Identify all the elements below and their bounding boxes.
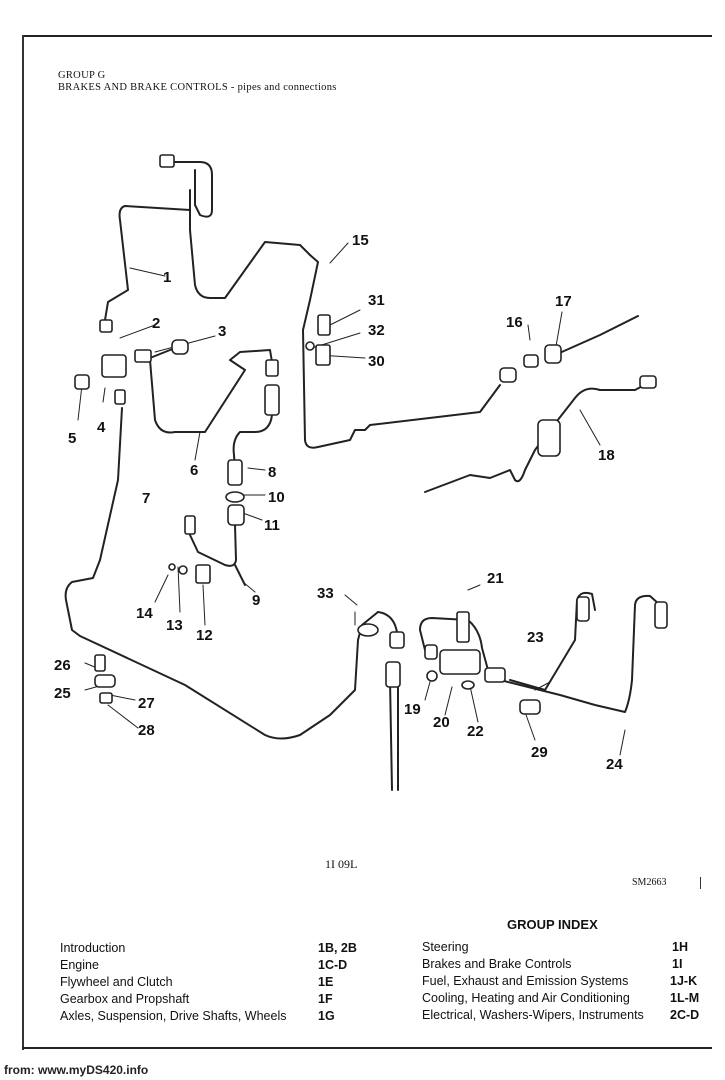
source-footer: from: www.myDS420.info <box>4 1063 149 1077</box>
page-border-bottom <box>22 1047 712 1049</box>
hose-18-front <box>640 376 656 388</box>
callout-8: 8 <box>268 464 277 481</box>
screw-14 <box>169 564 175 570</box>
union-4b <box>115 390 125 404</box>
bolt-26 <box>95 655 105 671</box>
washer-10 <box>226 492 244 502</box>
union-3 <box>172 340 188 354</box>
union-17 <box>545 345 561 363</box>
callout-15: 15 <box>352 232 369 249</box>
group-index-title: GROUP INDEX <box>507 917 598 932</box>
bolt-2 <box>100 320 112 332</box>
callout-27: 27 <box>138 695 155 712</box>
callout-28: 28 <box>138 722 155 739</box>
callout-30: 30 <box>368 353 385 370</box>
index-label[interactable]: Gearbox and Propshaft <box>60 992 190 1006</box>
union-24 <box>655 602 667 628</box>
callout-1: 1 <box>163 269 172 286</box>
union-fitting-top <box>160 155 174 167</box>
callout-33: 33 <box>317 585 334 602</box>
bracket-29 <box>520 700 540 714</box>
union-20a <box>425 645 437 659</box>
callout-18: 18 <box>598 447 615 464</box>
callout-22: 22 <box>467 723 484 740</box>
callout-21: 21 <box>487 570 504 587</box>
pipe-17 <box>555 316 638 355</box>
pipe-7 <box>66 408 378 739</box>
index-label[interactable]: Steering <box>422 940 469 954</box>
washer-13 <box>179 566 187 574</box>
nut-19 <box>427 671 437 681</box>
callout-16: 16 <box>506 314 523 331</box>
union-3a <box>135 350 151 362</box>
callout-11: 11 <box>264 517 280 534</box>
callout-17: 17 <box>555 293 572 310</box>
union-6 <box>266 360 278 376</box>
divider-mark <box>700 877 701 889</box>
callout-2: 2 <box>152 315 161 332</box>
nut-28 <box>100 693 112 703</box>
pipe-9 <box>190 525 236 566</box>
page-title: BRAKES AND BRAKE CONTROLS - pipes and connections <box>58 82 337 93</box>
union-23 <box>577 597 589 621</box>
index-label[interactable]: Introduction <box>60 941 126 955</box>
bracket-12 <box>196 565 210 583</box>
callout-13: 13 <box>166 617 183 634</box>
hose-8-end <box>228 460 242 485</box>
index-code: 1B, 2B <box>318 941 357 955</box>
bracket-25 <box>95 675 115 687</box>
index-label[interactable]: Engine <box>60 958 99 972</box>
index-label[interactable]: Electrical, Washers-Wipers, Instruments <box>422 1008 644 1022</box>
bracket-31 <box>318 315 330 335</box>
callout-5: 5 <box>68 430 77 447</box>
callout-14: 14 <box>136 605 153 622</box>
callout-25: 25 <box>54 685 71 702</box>
callout-23: 23 <box>527 629 544 646</box>
callout-6: 6 <box>190 462 199 479</box>
drawing-reference: SM2663 <box>632 877 667 888</box>
index-label[interactable]: Fuel, Exhaust and Emission Systems <box>422 974 629 988</box>
callout-31: 31 <box>368 292 385 309</box>
callout-7: 7 <box>142 490 151 507</box>
four-way-connector-4 <box>102 355 126 377</box>
bolt-21 <box>457 612 469 642</box>
callout-4: 4 <box>97 419 106 436</box>
index-label[interactable]: Cooling, Heating and Air Conditioning <box>422 991 630 1005</box>
callout-3: 3 <box>218 323 227 340</box>
pipe-15-a <box>190 190 310 298</box>
union-15-end <box>500 368 516 382</box>
index-code: 2C-D <box>670 1008 700 1022</box>
pipe-6 <box>150 350 272 433</box>
index-code: 1E <box>318 975 334 989</box>
index-label[interactable]: Flywheel and Clutch <box>60 975 173 989</box>
callout-26: 26 <box>54 657 71 674</box>
union-9 <box>185 516 195 534</box>
index-label[interactable]: Axles, Suspension, Drive Shafts, Wheels <box>60 1009 287 1023</box>
figure-reference: 1I 09L <box>325 857 358 871</box>
callout-32: 32 <box>368 322 385 339</box>
callout-24: 24 <box>606 756 623 773</box>
union-16 <box>524 355 538 367</box>
index-code: 1H <box>672 940 688 954</box>
index-code: 1F <box>318 992 333 1006</box>
fitting-11 <box>228 505 244 525</box>
index-code: 1J-K <box>670 974 698 988</box>
nut-5 <box>75 375 89 389</box>
index-code: 1L-M <box>670 991 700 1005</box>
index-label[interactable]: Brakes and Brake Controls <box>422 957 572 971</box>
index-code: 1G <box>318 1009 335 1023</box>
group-label: GROUP G <box>58 70 106 81</box>
clip-32 <box>306 342 314 350</box>
grommet-33 <box>358 624 378 636</box>
callout-20: 20 <box>433 714 450 731</box>
union-33 <box>390 632 404 648</box>
callout-29: 29 <box>531 744 548 761</box>
callout-12: 12 <box>196 627 213 644</box>
pipe-down <box>390 680 398 790</box>
callout-19: 19 <box>404 701 421 718</box>
hose-18-end <box>538 420 560 456</box>
connector-20 <box>440 650 480 674</box>
bracket-30 <box>316 345 330 365</box>
index-code: 1I <box>672 957 683 971</box>
union-down <box>386 662 400 687</box>
callout-9: 9 <box>252 592 261 609</box>
pipe-15 <box>303 255 500 448</box>
index-code: 1C-D <box>318 958 348 972</box>
hose-end <box>265 385 279 415</box>
pipe-1 <box>105 206 190 320</box>
washer-22 <box>462 681 474 689</box>
union-20b <box>485 668 505 682</box>
callout-10: 10 <box>268 489 285 506</box>
